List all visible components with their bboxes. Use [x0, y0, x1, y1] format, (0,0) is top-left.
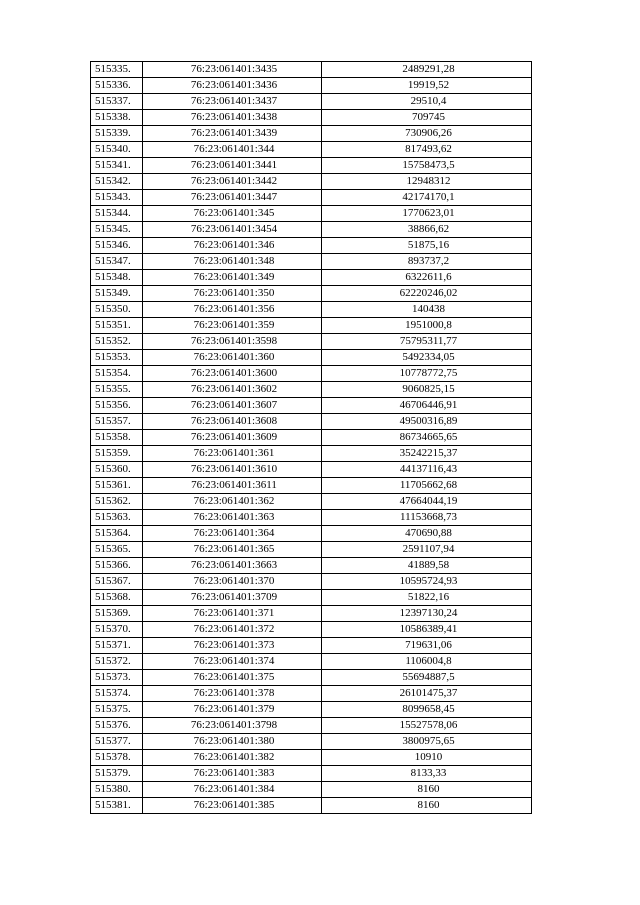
- cadastral-value-cell: 49500316,89: [322, 414, 532, 430]
- row-number-cell: 515362.: [91, 494, 143, 510]
- table-row: [91, 542, 532, 558]
- row-number-cell: 515337.: [91, 94, 143, 110]
- row-number-cell: 515371.: [91, 638, 143, 654]
- cadastral-value-cell: 42174170,1: [322, 190, 532, 206]
- cadastral-value-cell: 2489291,28: [322, 62, 532, 78]
- table-row: [91, 574, 532, 590]
- table-row: [91, 110, 532, 126]
- table-row: [91, 142, 532, 158]
- row-number-cell: 515378.: [91, 750, 143, 766]
- table-row: [91, 670, 532, 686]
- table-row: [91, 462, 532, 478]
- cadastral-number-cell: 76:23:061401:348: [143, 254, 322, 270]
- cadastral-number-cell: 76:23:061401:361: [143, 446, 322, 462]
- row-number-cell: 515346.: [91, 238, 143, 254]
- cadastral-value-cell: 719631,06: [322, 638, 532, 654]
- row-number-cell: 515350.: [91, 302, 143, 318]
- cadastral-value-cell: 8160: [322, 782, 532, 798]
- table-row: [91, 766, 532, 782]
- table-row: [91, 494, 532, 510]
- cadastral-value-cell: 29510,4: [322, 94, 532, 110]
- row-number-cell: 515353.: [91, 350, 143, 366]
- table-row: [91, 702, 532, 718]
- cadastral-number-cell: 76:23:061401:365: [143, 542, 322, 558]
- cadastral-number-cell: 76:23:061401:3798: [143, 718, 322, 734]
- table-row: [91, 798, 532, 814]
- table-row: [91, 302, 532, 318]
- cadastral-value-cell: 1106004,8: [322, 654, 532, 670]
- table-row: [91, 382, 532, 398]
- row-number-cell: 515340.: [91, 142, 143, 158]
- row-number-cell: 515347.: [91, 254, 143, 270]
- table-row: [91, 718, 532, 734]
- cadastral-number-cell: 76:23:061401:345: [143, 206, 322, 222]
- cadastral-value-cell: 55694887,5: [322, 670, 532, 686]
- cadastral-number-cell: 76:23:061401:385: [143, 798, 322, 814]
- cadastral-number-cell: 76:23:061401:373: [143, 638, 322, 654]
- table-row: [91, 590, 532, 606]
- cadastral-number-cell: 76:23:061401:3600: [143, 366, 322, 382]
- row-number-cell: 515355.: [91, 382, 143, 398]
- row-number-cell: 515366.: [91, 558, 143, 574]
- table-row: [91, 206, 532, 222]
- cadastral-number-cell: 76:23:061401:363: [143, 510, 322, 526]
- table-row: [91, 318, 532, 334]
- row-number-cell: 515370.: [91, 622, 143, 638]
- cadastral-number-cell: 76:23:061401:3454: [143, 222, 322, 238]
- cadastral-number-cell: 76:23:061401:3438: [143, 110, 322, 126]
- cadastral-number-cell: 76:23:061401:3609: [143, 430, 322, 446]
- cadastral-value-cell: 47664044,19: [322, 494, 532, 510]
- row-number-cell: 515345.: [91, 222, 143, 238]
- row-number-cell: 515357.: [91, 414, 143, 430]
- table-row: [91, 286, 532, 302]
- cadastral-number-cell: 76:23:061401:3602: [143, 382, 322, 398]
- cadastral-value-cell: 15758473,5: [322, 158, 532, 174]
- table-row: [91, 430, 532, 446]
- cadastral-number-cell: 76:23:061401:350: [143, 286, 322, 302]
- row-number-cell: 515373.: [91, 670, 143, 686]
- row-number-cell: 515381.: [91, 798, 143, 814]
- cadastral-value-cell: 19919,52: [322, 78, 532, 94]
- cadastral-number-cell: 76:23:061401:3442: [143, 174, 322, 190]
- cadastral-value-cell: 817493,62: [322, 142, 532, 158]
- cadastral-value-cell: 10778772,75: [322, 366, 532, 382]
- table-row: [91, 126, 532, 142]
- cadastral-value-cell: 10586389,41: [322, 622, 532, 638]
- table-row: [91, 174, 532, 190]
- cadastral-value-cell: 10910: [322, 750, 532, 766]
- cadastral-value-cell: 35242215,37: [322, 446, 532, 462]
- row-number-cell: 515341.: [91, 158, 143, 174]
- cadastral-value-cell: 26101475,37: [322, 686, 532, 702]
- table-row: [91, 62, 532, 78]
- row-number-cell: 515364.: [91, 526, 143, 542]
- cadastral-value-cell: 10595724,93: [322, 574, 532, 590]
- cadastral-value-cell: 46706446,91: [322, 398, 532, 414]
- cadastral-value-cell: 44137116,43: [322, 462, 532, 478]
- table-row: [91, 78, 532, 94]
- table-row: [91, 782, 532, 798]
- row-number-cell: 515367.: [91, 574, 143, 590]
- row-number-cell: 515368.: [91, 590, 143, 606]
- cadastral-number-cell: 76:23:061401:359: [143, 318, 322, 334]
- cadastral-value-cell: 51822,16: [322, 590, 532, 606]
- cadastral-number-cell: 76:23:061401:382: [143, 750, 322, 766]
- row-number-cell: 515339.: [91, 126, 143, 142]
- table-row: [91, 350, 532, 366]
- cadastral-value-cell: 709745: [322, 110, 532, 126]
- cadastral-value-cell: 5492334,05: [322, 350, 532, 366]
- table-row: [91, 510, 532, 526]
- table-row: [91, 446, 532, 462]
- cadastral-value-cell: 1951000,8: [322, 318, 532, 334]
- cadastral-value-cell: 12397130,24: [322, 606, 532, 622]
- cadastral-number-cell: 76:23:061401:380: [143, 734, 322, 750]
- cadastral-value-cell: 893737,2: [322, 254, 532, 270]
- row-number-cell: 515376.: [91, 718, 143, 734]
- cadastral-number-cell: 76:23:061401:3437: [143, 94, 322, 110]
- table-row: [91, 334, 532, 350]
- row-number-cell: 515377.: [91, 734, 143, 750]
- table-row: [91, 478, 532, 494]
- cadastral-number-cell: 76:23:061401:383: [143, 766, 322, 782]
- table-row: [91, 222, 532, 238]
- cadastral-number-cell: 76:23:061401:3441: [143, 158, 322, 174]
- cadastral-number-cell: 76:23:061401:3607: [143, 398, 322, 414]
- row-number-cell: 515338.: [91, 110, 143, 126]
- cadastral-value-cell: 730906,26: [322, 126, 532, 142]
- cadastral-value-cell: 15527578,06: [322, 718, 532, 734]
- cadastral-value-cell: 1770623,01: [322, 206, 532, 222]
- cadastral-value-cell: 75795311,77: [322, 334, 532, 350]
- row-number-cell: 515369.: [91, 606, 143, 622]
- cadastral-number-cell: 76:23:061401:374: [143, 654, 322, 670]
- cadastral-value-cell: 3800975,65: [322, 734, 532, 750]
- cadastral-value-cell: 86734665,65: [322, 430, 532, 446]
- row-number-cell: 515375.: [91, 702, 143, 718]
- row-number-cell: 515358.: [91, 430, 143, 446]
- table-row: [91, 686, 532, 702]
- row-number-cell: 515343.: [91, 190, 143, 206]
- cadastral-number-cell: 76:23:061401:370: [143, 574, 322, 590]
- cadastral-number-cell: 76:23:061401:378: [143, 686, 322, 702]
- cadastral-value-cell: 8133,33: [322, 766, 532, 782]
- cadastral-number-cell: 76:23:061401:346: [143, 238, 322, 254]
- row-number-cell: 515361.: [91, 478, 143, 494]
- row-number-cell: 515349.: [91, 286, 143, 302]
- cadastral-number-cell: 76:23:061401:371: [143, 606, 322, 622]
- row-number-cell: 515356.: [91, 398, 143, 414]
- table-row: [91, 558, 532, 574]
- cadastral-number-cell: 76:23:061401:3439: [143, 126, 322, 142]
- table-row: [91, 270, 532, 286]
- row-number-cell: 515348.: [91, 270, 143, 286]
- table-row: [91, 238, 532, 254]
- cadastral-number-cell: 76:23:061401:3447: [143, 190, 322, 206]
- cadastral-number-cell: 76:23:061401:344: [143, 142, 322, 158]
- row-number-cell: 515336.: [91, 78, 143, 94]
- cadastral-number-cell: 76:23:061401:372: [143, 622, 322, 638]
- cadastral-value-cell: 62220246,02: [322, 286, 532, 302]
- row-number-cell: 515351.: [91, 318, 143, 334]
- cadastral-value-cell: 11153668,73: [322, 510, 532, 526]
- cadastral-number-cell: 76:23:061401:3663: [143, 558, 322, 574]
- table-row: [91, 734, 532, 750]
- cadastral-value-cell: 2591107,94: [322, 542, 532, 558]
- row-number-cell: 515352.: [91, 334, 143, 350]
- cadastral-value-cell: 11705662,68: [322, 478, 532, 494]
- cadastral-number-cell: 76:23:061401:384: [143, 782, 322, 798]
- table-row: [91, 414, 532, 430]
- table-row: [91, 638, 532, 654]
- cadastral-number-cell: 76:23:061401:349: [143, 270, 322, 286]
- cadastral-number-cell: 76:23:061401:375: [143, 670, 322, 686]
- cadastral-value-cell: 38866,62: [322, 222, 532, 238]
- cadastral-number-cell: 76:23:061401:362: [143, 494, 322, 510]
- row-number-cell: 515365.: [91, 542, 143, 558]
- row-number-cell: 515380.: [91, 782, 143, 798]
- cadastral-number-cell: 76:23:061401:3610: [143, 462, 322, 478]
- row-number-cell: 515359.: [91, 446, 143, 462]
- cadastral-value-cell: 12948312: [322, 174, 532, 190]
- table-row: [91, 606, 532, 622]
- row-number-cell: 515372.: [91, 654, 143, 670]
- cadastral-number-cell: 76:23:061401:360: [143, 350, 322, 366]
- table-row: [91, 398, 532, 414]
- table-row: [91, 622, 532, 638]
- cadastral-number-cell: 76:23:061401:3598: [143, 334, 322, 350]
- cadastral-number-cell: 76:23:061401:3611: [143, 478, 322, 494]
- table-row: [91, 190, 532, 206]
- cadastral-value-cell: 140438: [322, 302, 532, 318]
- table-row: [91, 254, 532, 270]
- row-number-cell: 515374.: [91, 686, 143, 702]
- cadastral-value-cell: 6322611,6: [322, 270, 532, 286]
- table-row: [91, 526, 532, 542]
- row-number-cell: 515379.: [91, 766, 143, 782]
- cadastral-number-cell: 76:23:061401:3435: [143, 62, 322, 78]
- cadastral-value-cell: 9060825,15: [322, 382, 532, 398]
- cadastral-value-cell: 8160: [322, 798, 532, 814]
- row-number-cell: 515335.: [91, 62, 143, 78]
- row-number-cell: 515354.: [91, 366, 143, 382]
- table-row: [91, 366, 532, 382]
- table-row: [91, 750, 532, 766]
- cadastral-value-cell: 8099658,45: [322, 702, 532, 718]
- cadastral-number-cell: 76:23:061401:3709: [143, 590, 322, 606]
- row-number-cell: 515363.: [91, 510, 143, 526]
- cadastral-number-cell: 76:23:061401:3608: [143, 414, 322, 430]
- cadastral-value-cell: 41889,58: [322, 558, 532, 574]
- cadastral-number-cell: 76:23:061401:356: [143, 302, 322, 318]
- cadastral-number-cell: 76:23:061401:364: [143, 526, 322, 542]
- cadastral-number-cell: 76:23:061401:379: [143, 702, 322, 718]
- row-number-cell: 515360.: [91, 462, 143, 478]
- cadastral-value-table: [90, 61, 532, 814]
- table-row: [91, 94, 532, 110]
- row-number-cell: 515344.: [91, 206, 143, 222]
- cadastral-number-cell: 76:23:061401:3436: [143, 78, 322, 94]
- cadastral-value-cell: 51875,16: [322, 238, 532, 254]
- table-row: [91, 654, 532, 670]
- table-row: [91, 158, 532, 174]
- cadastral-value-cell: 470690,88: [322, 526, 532, 542]
- row-number-cell: 515342.: [91, 174, 143, 190]
- table-body: [91, 62, 532, 814]
